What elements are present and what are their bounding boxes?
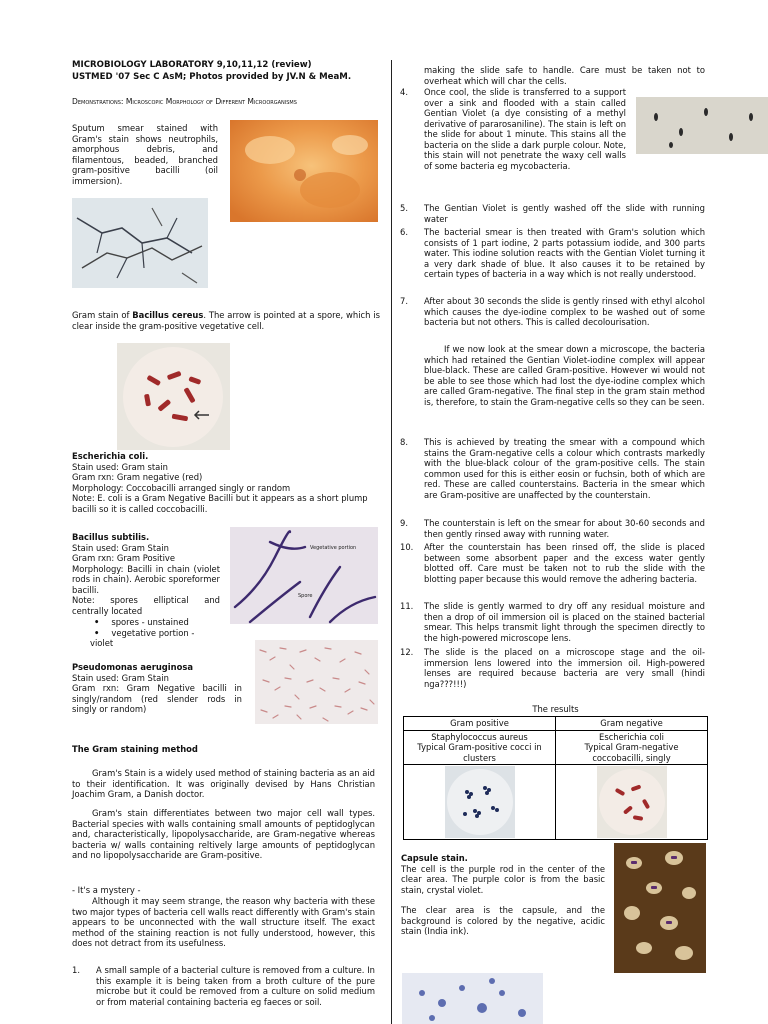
veg-label: Vegetative portion [310,545,357,551]
pseudomonas-line: Gram rxn: Gram Negative bacilli in singly/random (red slender rods in singly or random) [72,683,242,714]
bsubtilis-photo [230,527,378,624]
results-title: The results [532,704,579,714]
bsubtilis-line: Morphology: Bacilli in chain (violet rods in chain). Aerobic sporeformer bacilli. [72,563,220,595]
bacillus-cereus-photo [117,343,230,450]
step-item: 8. This is achieved by treating the smear with a compound which stains the Gram-negative cells a colour which contrasts markedly with the blue-black colour of the gram-positive cells. The stain common used for this is either eosin or fuchsin, both of which are red. These are called counterstains. Bacteria in the smear which are Gram-positive are unaffected by the counterstain. [400,437,705,500]
capsule-section [401,853,605,937]
results-table [403,716,708,840]
capsule-p1: The cell is the purple rod in the center of the clear area. The purple color is from the basic stain, crystal violet. [401,863,605,895]
step-item: 6. The bacterial smear is then treated with Gram's solution which consists of 1 part iodine, 2 parts potassium iodide, and 300 parts water. This iodine solution reacts with the Gentian Violet turning it a very dark shade of blue. It also causes it to be retained by certain types of bacteria in a way which is not really understood. [400,227,705,279]
demo-heading: Demonstrations: Microscopic Morphology of Different Microorganisms [72,97,297,106]
step-item: 10. After the counterstain has been rinsed off, the slide is placed between some absorbent paper and the excess water gently blotted off. Care must be taken not to rub the slide with the blotting paper because this would remove the adhering bacteria. [400,542,705,584]
pseudomonas-title: Pseudomonas aeruginosa [72,662,194,672]
ecoli-line: Gram rxn: Gram negative (red) [72,472,203,482]
step-item: 11. The slide is gently warmed to dry off any residual moisture and then a drop of oil immersion oil is placed on the stained bacterial smear. This helps transmit light through the specimen directly to the high-powered microscope lens. [400,601,705,643]
bottom-photo [402,973,543,1024]
results-cell: Escherichia coli Typical Gram-negative coccobacilli, singly [556,730,708,765]
results-header: Gram negative [556,717,708,731]
bullet-item: • vegetative portion - violet [90,628,220,649]
gram-method-p2: Gram's stain differentiates between two major cell wall types. Bacterial species with walls containing small amounts of peptidoglycan and, characteristically, lipopolysaccharide, are Gram-negative whereas bacteria w/ walls containing reltively large amounts of peptidoglycan and no lipopolysaccharide are Gram-positive. [72,808,375,860]
results-photo-cell [556,765,708,840]
ecoli-section [72,451,382,514]
gentian-photo [636,97,768,154]
step-item: If we now look at the smear down a microscope, the bacteria which had retained the Gentian Violet-iodine complex will appear blue-black. These are called Gram-positive. However wi would not be able to see those which had lost the dye-iodine complex which are called Gram-negative. The final step in the gram stain method is, therefore, to stain the Gram-negative cells so they can be seen. [424,344,705,407]
staph-photo [445,766,515,838]
gram-method-p3: Although it may seem strange, the reason why bacteria with these two major types of bacteria cell walls react differently with Gram's stain appears to be unconnected with the wall structure itself. The exact method of the staining reaction is not fully understood, however, this does not detract from its usefulness. [72,896,375,948]
ecoli-line: Note: E. coli is a Gram Negative Bacilli but it appears as a short plump bacilli so it is called coccobacilli. [72,493,368,514]
spore-label: Spore [298,593,313,599]
bsubtilis-section [72,532,220,649]
results-cell: Staphylococcus aureus Typical Gram-positive cocci in clusters [404,730,556,765]
ecoli-line: Stain used: Gram stain [72,461,168,472]
header-line2: USTMED '07 Sec C AsM; Photos provided by JV.N & MeaM. [72,72,352,82]
capsule-photo [614,843,706,973]
bullet-item: • spores - unstained [90,617,220,628]
sputum-caption: Sputum smear stained with Gram's stain shows neutrophils, amorphous debris, and filamentous, beaded, branched gram-positive bacilli (oil immersion). [72,123,218,186]
pseudomonas-photo [255,640,378,724]
step-item: 1. A small sample of a bacterial culture is removed from a culture. In this example it is being taken from a broth culture of the pure microbe but it could be removed from a culture on solid medium or from material containing bacteria eg faeces or soil. [72,965,375,1007]
header-line1: MICROBIOLOGY LABORATORY 9,10,11,12 (review) [72,60,312,70]
pseudomonas-section [72,662,242,715]
gram-method-heading: The Gram staining method [72,744,198,754]
bsubtilis-line: Note: spores elliptical and centrally located [72,595,220,616]
step-item: 4. Once cool, the slide is transferred to a support over a sink and flooded with a stain called Gentian Violet (a dye consisting of a methyl derivative of pararosaniline). The stain is left on the slide for about 1 minute. This stains all the bacteria on the slide a dark purple colour. Note, this stain will not penetrate the waxy cell walls of some bacteria eg mycobacteria. [400,87,626,171]
ecoli-line: Morphology: Coccobacilli arranged singly or random [72,482,291,493]
pseudomonas-line: Stain used: Gram Stain [72,672,169,683]
ecoli-title: Escherichia coli. [72,451,149,461]
bacillus-cereus-caption: Gram stain of Bacillus cereus. The arrow is pointed at a spore, which is clear inside the gram-positive vegetative cell. [72,310,380,331]
results-photo-cell [404,765,556,840]
filament-photo [72,198,208,288]
gram-method-p1: Gram's Stain is a widely used method of staining bacteria as an aid to their identification. It was originally devised by Hans Christian Joachim Gram, a Danish doctor. [72,768,375,799]
step-item: 12. The slide is the placed on a microscope stage and the oil-immersion lens lowered into the immersion oil. High-powered lenses are required because bacteria are very small (hindi nga???!!!) [400,647,705,689]
sputum-photo [230,120,378,222]
capsule-p2: The clear area is the capsule, and the background is colored by the negative, acidic stain (India ink). [401,905,605,936]
mystery-line: - It's a mystery - [72,885,141,895]
bsubtilis-line: Gram rxn: Gram Positive [72,553,176,563]
step-item: 7. After about 30 seconds the slide is gently rinsed with ethyl alcohol which causes the dye-iodine complex to be washed out of some bacteria but not others. This is called decolourisation. [400,296,705,327]
column-divider [391,60,392,1024]
bsubtilis-title: Bacillus subtilis. [72,532,150,542]
step-item: 5. The Gentian Violet is gently washed off the slide with running water [400,203,705,224]
step-item: making the slide safe to handle. Care must be taken not to overheat which will char the cells. [424,65,705,86]
capsule-title: Capsule stain. [401,853,468,863]
results-header: Gram positive [404,717,556,731]
ecoli-photo [597,766,667,838]
step-item: 9. The counterstain is left on the smear for about 30-60 seconds and then gently rinsed away with running water. [400,518,705,539]
bsubtilis-line: Stain used: Gram Stain [72,542,169,553]
